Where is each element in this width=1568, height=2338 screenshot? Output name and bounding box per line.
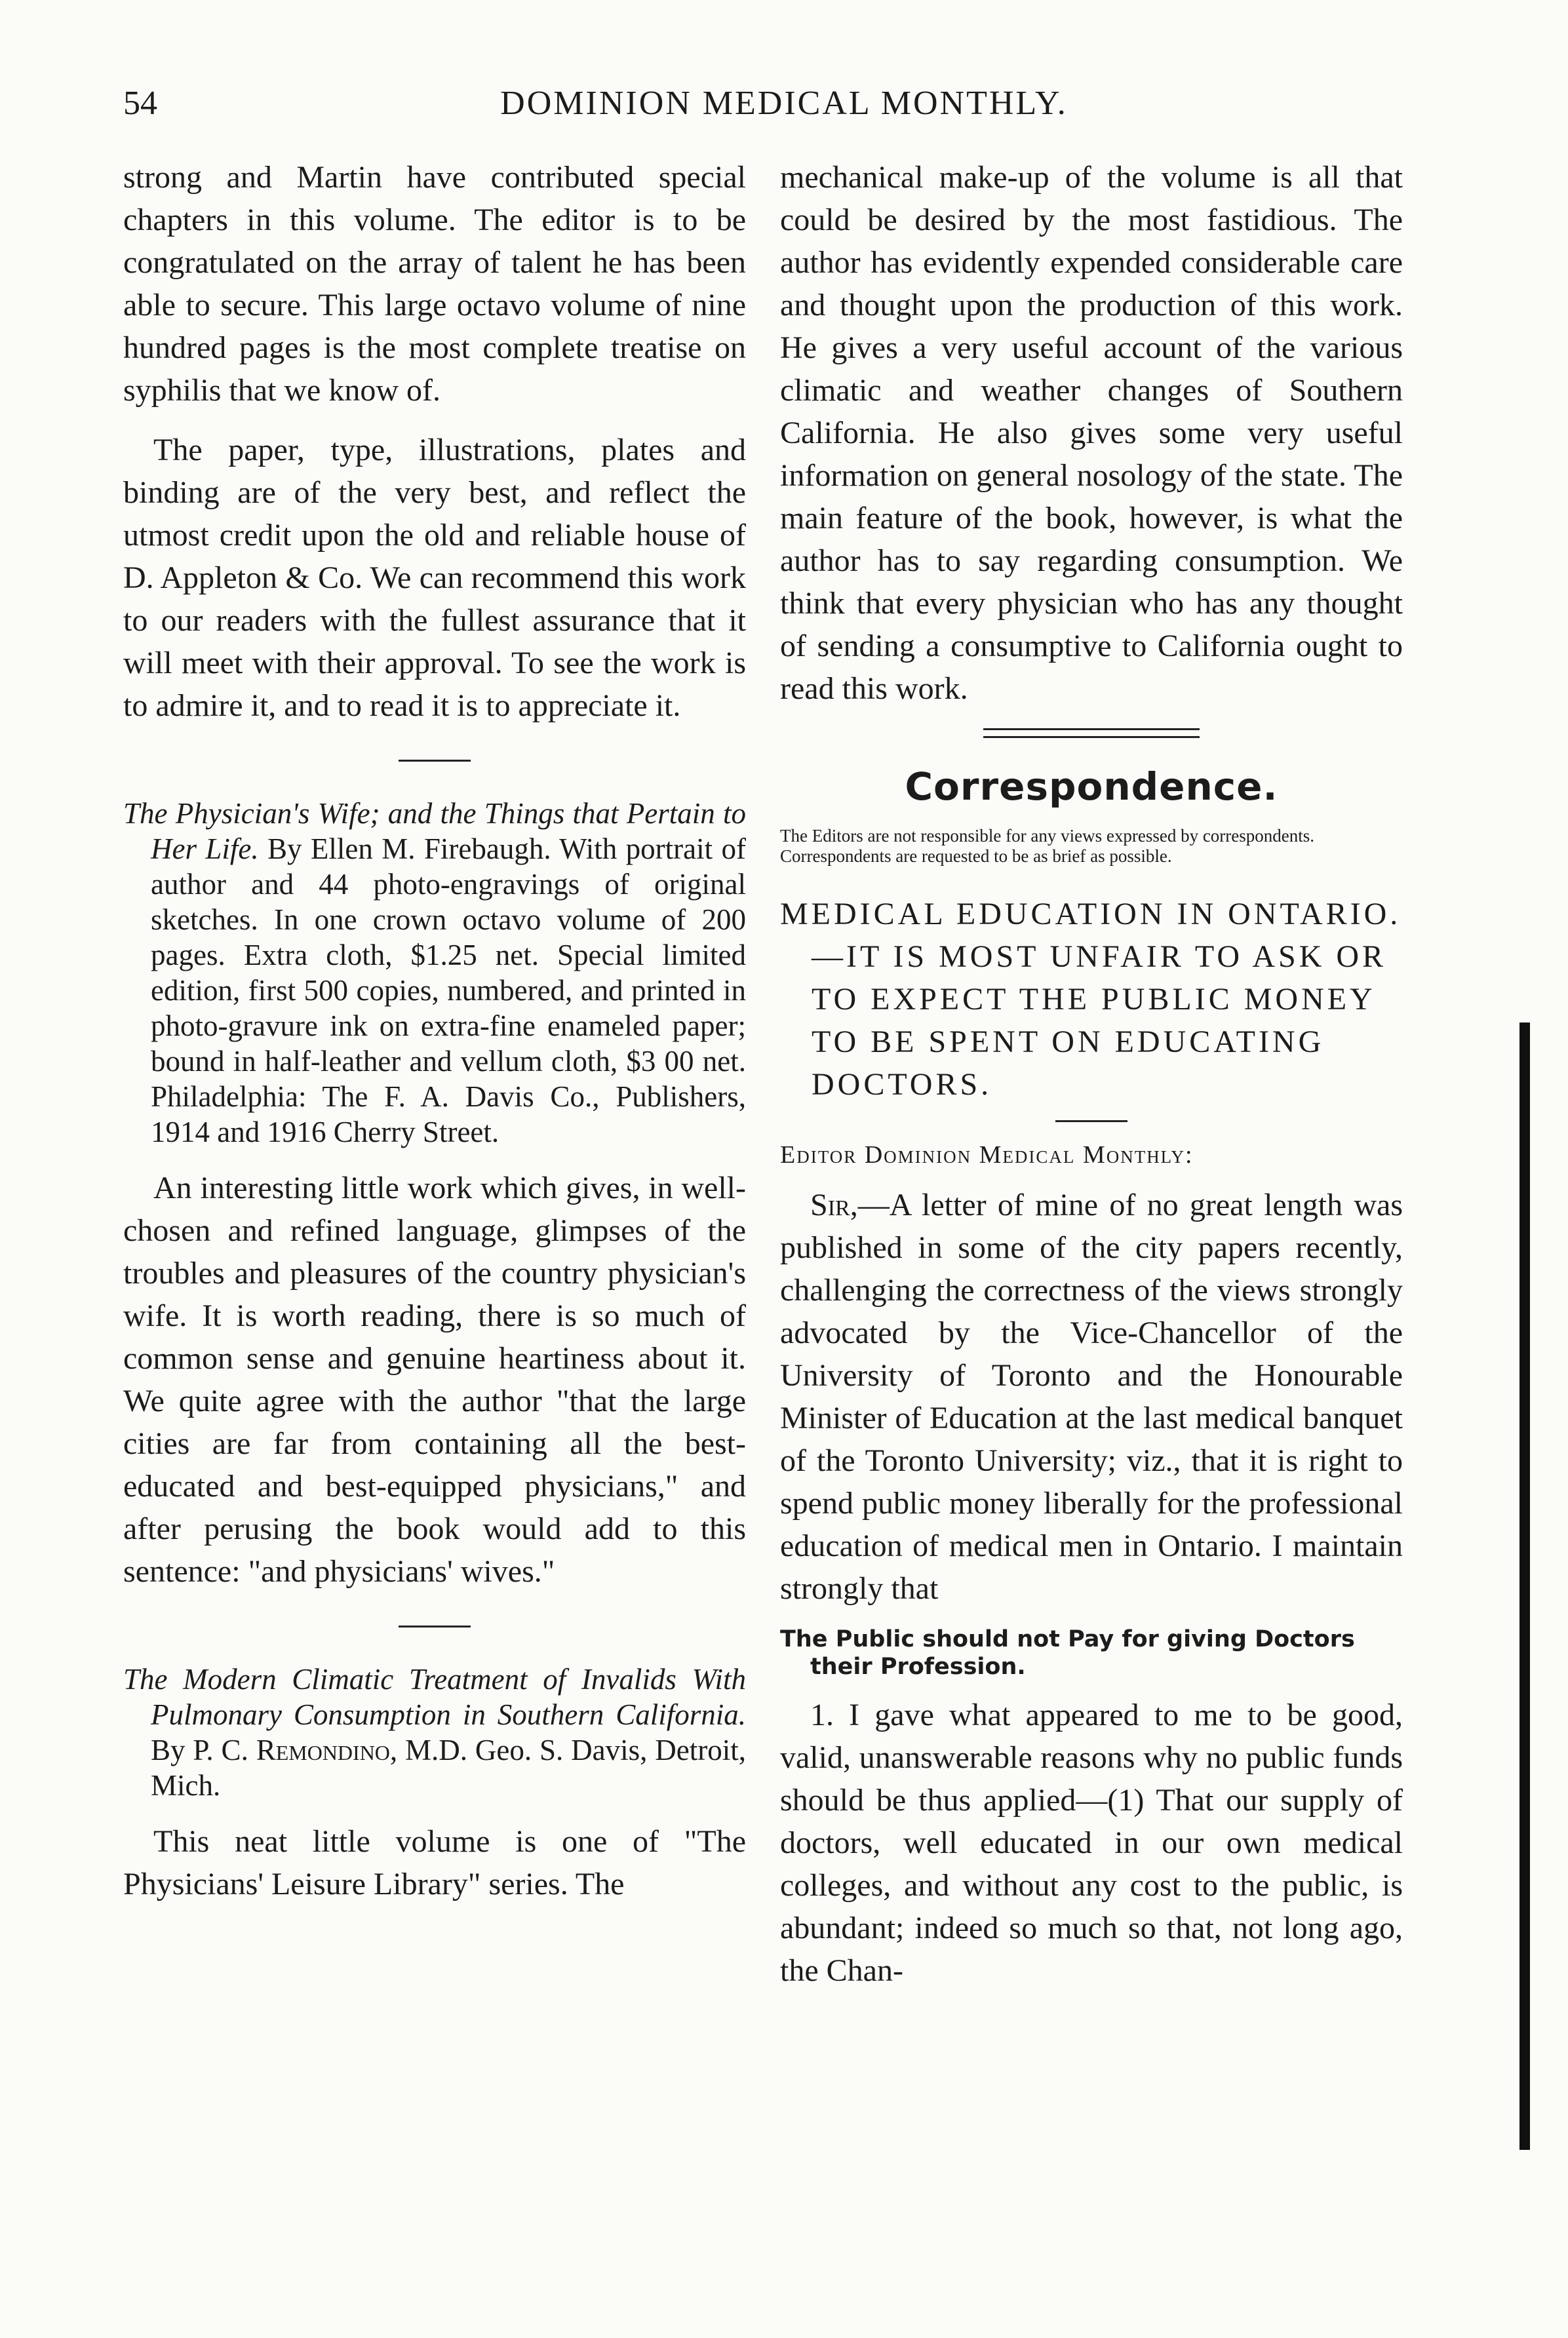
section-divider [1055,1120,1127,1122]
running-head: DOMINION MEDICAL MONTHLY. [500,85,1068,122]
book-author: P. C. Remondino, M.D. [193,1734,468,1766]
review-paragraph: This neat little volume is one of "The Physicians' Leisure Library" series. The [123,1824,746,1901]
review-paragraph: mechanical make-up of the volume is all that could be desired by the most fastidious. The author has evidently expended considerable care and thought upon the production of this work. He gives a very useful account of the various climatic and weather changes of Southern California. He also gives some very useful information on general nosology of the state. The main feature of the book, however, is what the author has to say regarding consumption. We think that every physician who has any thought of sending a consumptive to California ought to read this work. [780,160,1403,706]
page-number: 54 [123,85,157,122]
book-entry [123,1662,746,1803]
review-paragraph: An interesting little work which gives, in well-chosen and refined language, glimpses of the troubles and pleasures of the country physician's wife. It is worth reading, there is so much of common sense and genuine heartiness about it. We quite agree with the author "that the large cities are far from containing all the best-educated and best-equipped physicians," and after perusing the book would add to this sentence: "and physicians' wives." [123,1171,746,1589]
letter-subheading: The Public should not Pay for giving Doctors their Profession. [780,1626,1355,1680]
section-divider [399,1626,471,1627]
letter-paragraph [780,1184,1403,1610]
scan-edge-bar [1519,1023,1530,2150]
editorial-notice: The Editors are not responsible for any views expressed by correspondents. [780,826,1315,846]
book-by: By [151,1734,186,1766]
section-divider [399,760,471,762]
letter-salutation: Sir, [810,1188,858,1222]
letter-addressee: Editor Dominion Medical Monthly: [780,1141,1194,1169]
letter-headline: MEDICAL EDUCATION IN ONTARIO.—IT IS MOST UNFAIR TO ASK OR TO EXPECT THE PUBLIC MONEY TO BE SPENT ON EDUCATING DOCTORS. [780,897,1401,1102]
book-title: The Physician's Wife; and the Things that Pertain to Her Life. [123,797,746,865]
review-paragraph: strong and Martin have contributed special chapters in this volume. The editor is to be congratulated on the array of talent he has been able to secure. This large octavo volume of nine hundred pages is the most complete treatise on syphilis that we know of. [123,160,746,408]
book-details: By Ellen M. Firebaugh. With portrait of author and 44 photo-engravings of original sketches. In one crown octavo volume of 200 pages. Extra cloth, $1.25 net. Special limited edition, first 500 copies, numbered, and printed in photo-gravure ink on extra-fine enameled paper; bound in half-leather and vellum cloth, $3 00 net. Philadelphia: The F. A. Davis Co., Publishers, 1914 and 1916 Cherry Street. [151,832,746,1148]
left-column [123,156,746,1905]
right-column [780,156,1403,1992]
book-entry [123,796,746,1150]
book-publisher: Geo. S. Davis, Detroit, Mich. [151,1734,746,1802]
letter-text: —A letter of mine of no great length was published in some of the city papers recently, challenging the correctness of the views strongly advocated by the Vice-Chancellor of the University of Toronto and the Honourable Minister of Education at the last medical banquet of the Toronto University; viz., that it is right to spend public money liberally for the professional education of medical men in Ontario. I maintain strongly that [780,1188,1403,1606]
section-title: Correspondence. [905,764,1278,809]
book-title: The Modern Climatic Treatment of Invalids With Pulmonary Consumption in Southern California. [123,1663,746,1731]
editorial-notice: Correspondents are requested to be as brief as possible. [780,846,1172,866]
letter-paragraph: 1. I gave what appeared to me to be good, valid, unanswerable reasons why no public funds should be thus applied—(1) That our supply of doctors, well educated in our own medical colleges, and without any cost to the public, is abundant; indeed so much so that, not long ago, the Chan- [780,1698,1403,1988]
double-rule-divider [983,728,1200,738]
review-paragraph: The paper, type, illustrations, plates and binding are of the very best, and reflect the utmost credit upon the old and reliable house of D. Appleton & Co. We can recommend this work to our readers with the fullest assurance that it will meet with their approval. To see the work is to admire it, and to read it is to appreciate it. [123,433,746,723]
